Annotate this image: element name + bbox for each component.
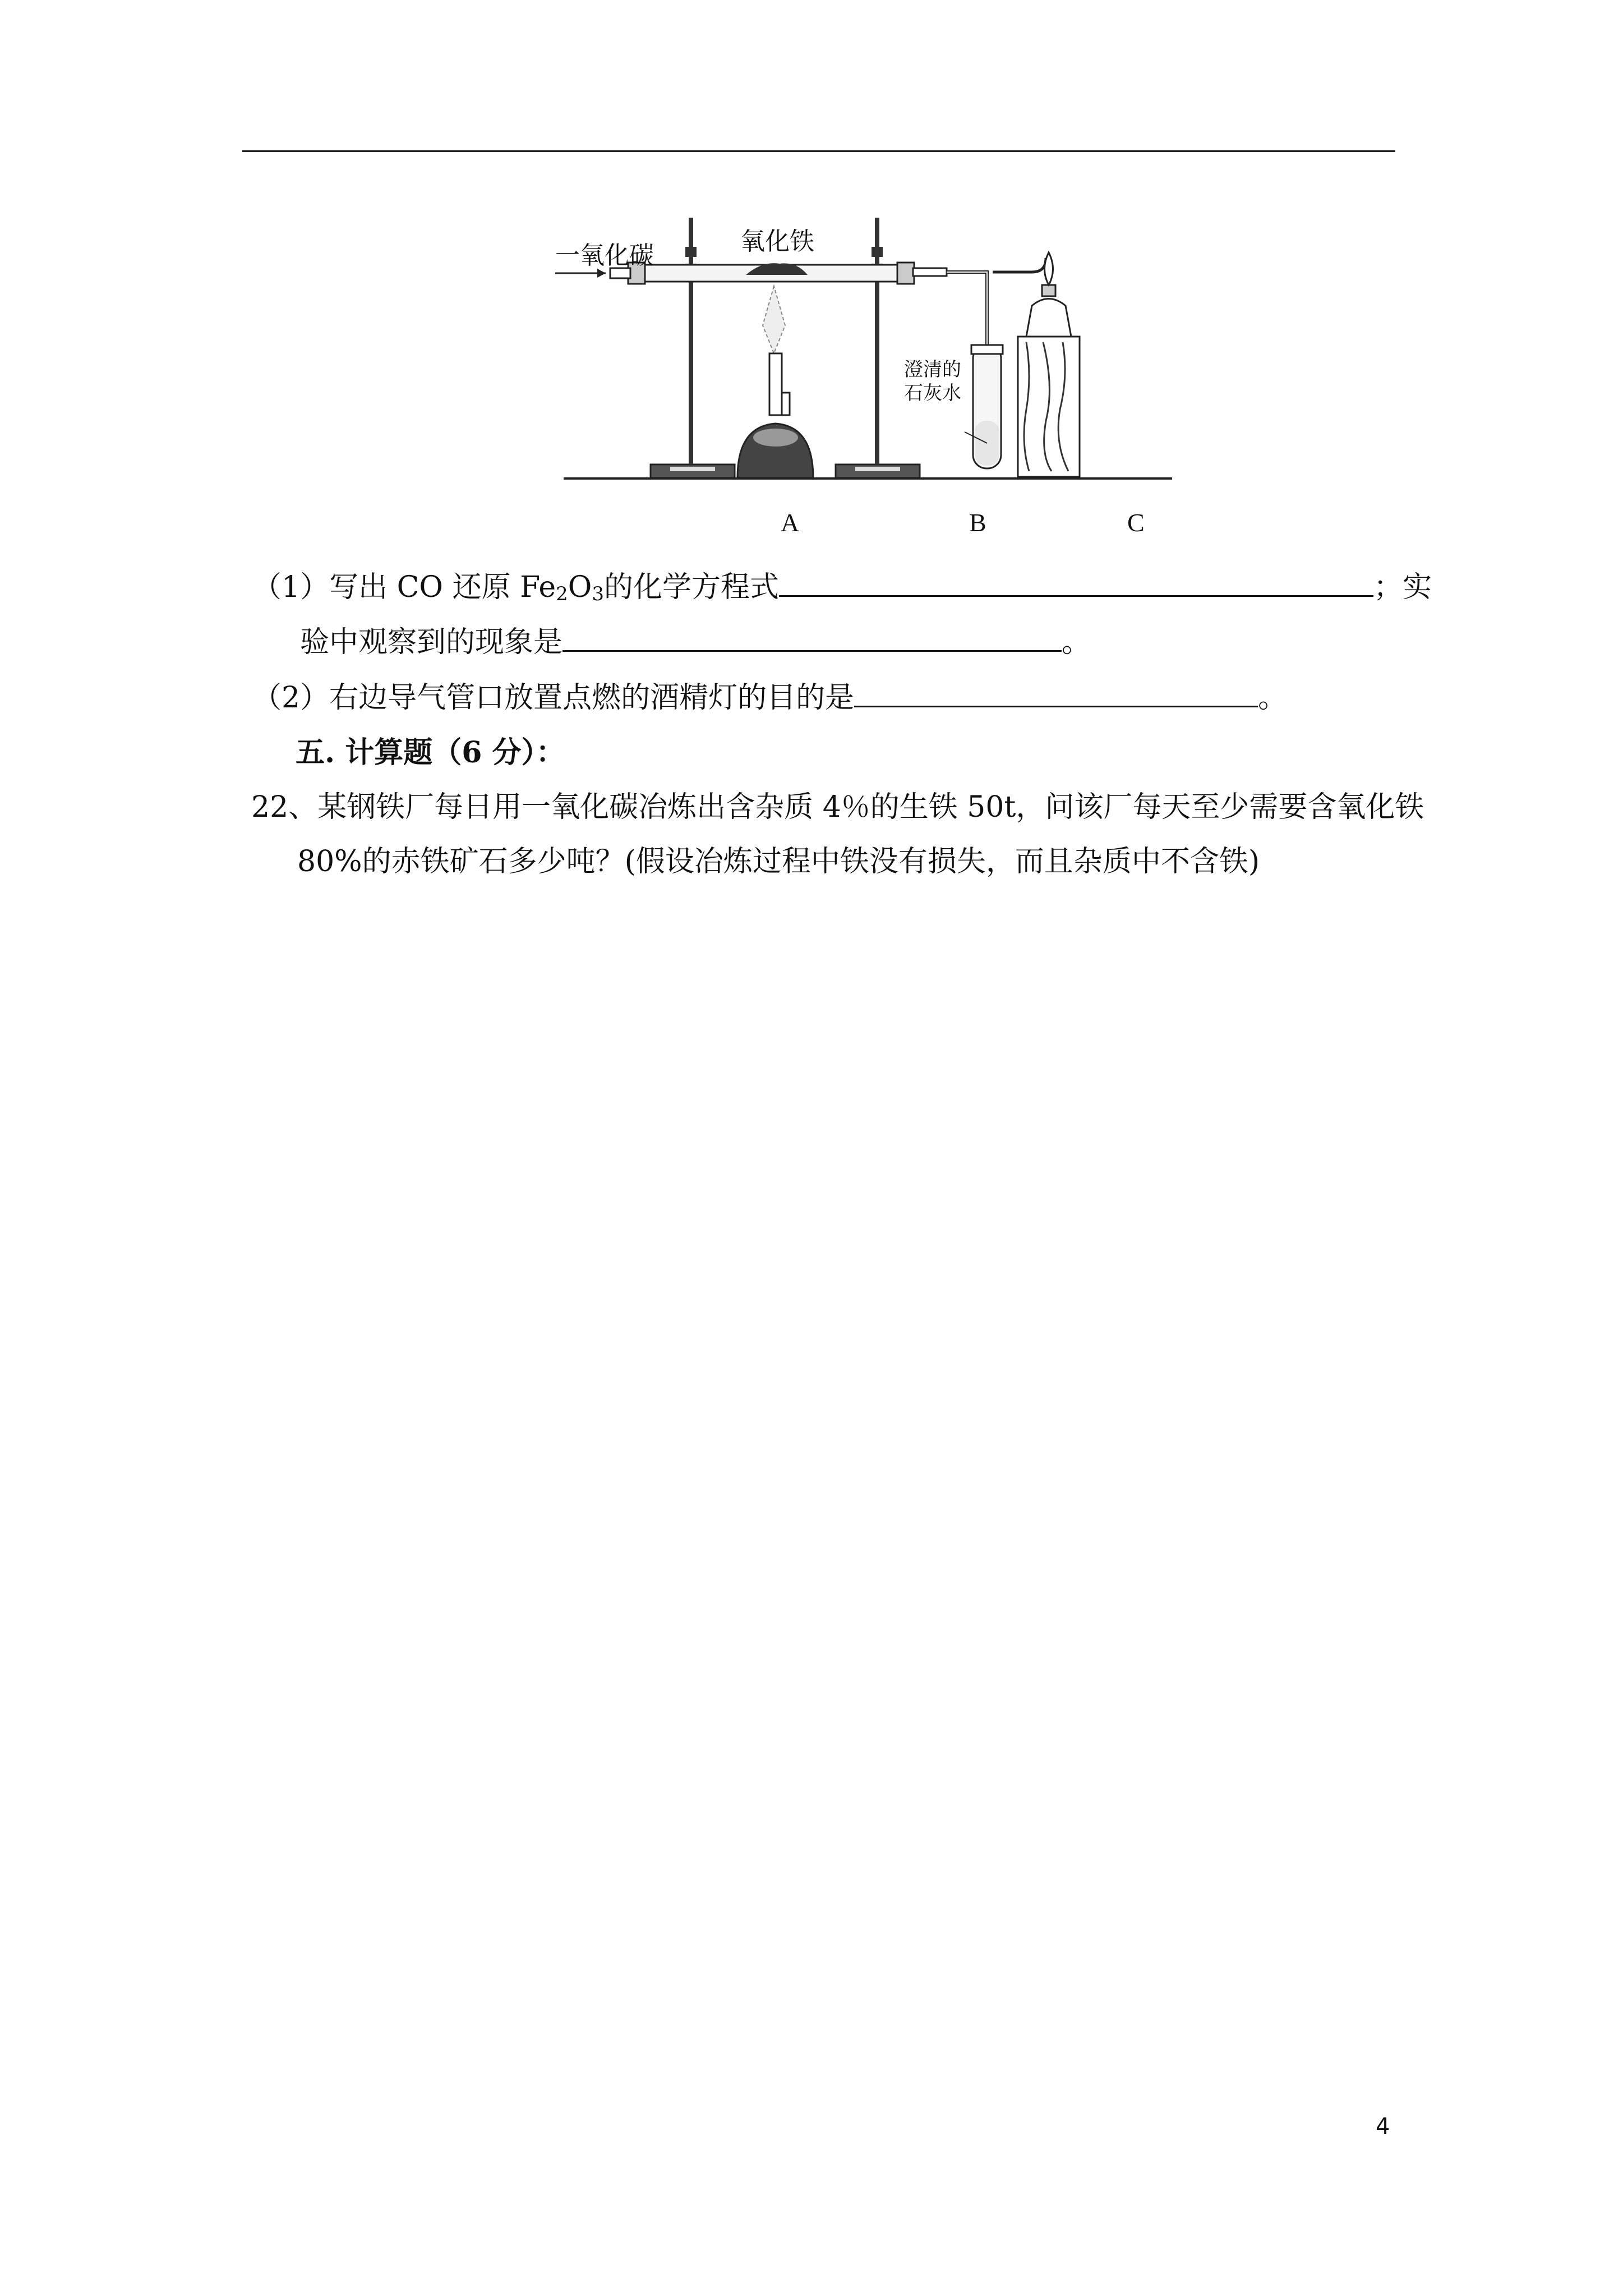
question-1-line-1 [252, 569, 1432, 612]
question-2-text: 右边导气管口放置点燃的酒精灯的目的是 [329, 681, 855, 715]
label-limewater-2: 石灰水 [904, 382, 961, 404]
question-1-sub-2: 2 [556, 583, 568, 605]
question-1-line-2 [300, 624, 1091, 660]
page-number: 4 [1376, 2114, 1390, 2139]
apparatus-drawing [538, 208, 1178, 494]
section-5-title: 五. 计算题（6 分）： [296, 735, 565, 770]
burner-tube [769, 353, 782, 415]
burner-base-highlight [753, 429, 798, 447]
question-22-line-1: 22、某钢铁厂每日用一氧化碳冶炼出含杂质 4％的生铁 50t，问该厂每天至少需要含氧化铁 [251, 790, 1424, 824]
header-rule [242, 150, 1395, 152]
question-1-text-o: O [568, 570, 592, 604]
test-tube-rim [971, 345, 1003, 354]
question-1-number: （1） [252, 570, 330, 604]
figure-part-label-b: B [969, 508, 986, 537]
left-stand-base-highlight [670, 467, 715, 471]
phenomenon-answer-blank[interactable] [562, 624, 1062, 652]
question-22-line-2: 80%的赤铁矿石多少吨？(假设冶炼过程中铁没有损失，而且杂质中不含铁) [297, 845, 1260, 878]
figure-part-label-c: C [1127, 508, 1145, 537]
co-arrow-head [597, 269, 606, 278]
label-iron-oxide: 氧化铁 [740, 227, 814, 256]
question-1-tail: ；实 [1373, 570, 1432, 604]
co-reduction-apparatus-figure [538, 208, 1178, 494]
question-1-text-a: 写出 CO 还原 Fe [329, 570, 556, 604]
label-limewater-1: 澄清的 [904, 358, 961, 381]
exhaust-tube [993, 258, 1046, 272]
left-clamp-top [685, 247, 697, 257]
alcohol-lamp-flame [1045, 252, 1053, 285]
question-2-line [252, 680, 1287, 716]
question-1-text-b: 的化学方程式 [604, 570, 780, 604]
equation-answer-blank[interactable] [779, 569, 1373, 597]
right-clamp-top [872, 247, 883, 257]
question-1-line-2-end: 。 [1062, 625, 1091, 659]
question-2-end: 。 [1258, 681, 1288, 715]
figure-part-label-a: A [781, 508, 800, 537]
right-stand-base-highlight [855, 467, 900, 471]
outlet-pipe [913, 268, 947, 276]
purpose-answer-blank[interactable] [854, 680, 1258, 707]
right-stopper [897, 263, 914, 284]
question-1-line-2-text: 验中观察到的现象是 [300, 625, 563, 659]
question-2-number: （2） [252, 681, 330, 715]
burner-flame [763, 286, 785, 353]
alcohol-lamp-body [1026, 299, 1071, 337]
question-1-sub-3: 3 [592, 583, 605, 605]
label-co: 一氧化碳 [555, 241, 654, 270]
burner-valve [782, 393, 790, 415]
